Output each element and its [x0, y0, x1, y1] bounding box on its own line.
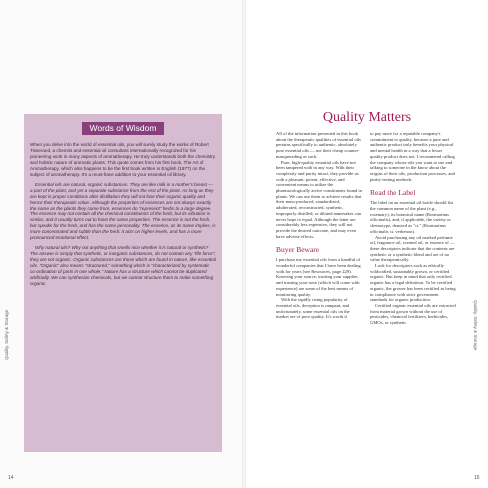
right-page-number: 15 [474, 475, 480, 481]
words-of-wisdom-sidebar [24, 114, 222, 452]
text-column-left [276, 131, 362, 320]
body-paragraph: Look for descriptors such as ethically wildcrafted, sustainably grown, or certified organic. But keep in mind that only certified organic has a legal definition. To be certified organic, the grower has been certified as being in compliance with strict government standards for organic production. [370, 263, 456, 303]
body-paragraph: The label on an essential oil bottle should list the common name of the plant (e.g., rosemary), its botanical name (Rosmarinus officinalis), and, if applicable, the variety or chemotype, denoted as "ct." (Rosmarinus officinalis ct. verbenon). [370, 200, 454, 234]
body-paragraph: With the rapidly rising popularity of essential oils, deception is rampant, and unfortunately, some essential oils on the market are of poor quality. It's worth it [276, 297, 350, 320]
sidebar-quote-paragraph: Why natural oils? Why not anything that smells nice whether it is natural or synthetic? The answer is simply that synthetic, or inorganic substances, do not contain any "life force"; they are not organic. Organic substances are those which are found in nature, like essential oils. "Organic" also means "structured," something which is "characterized by systematic co-ordination of parts in one whole." Nature has a structure which cannot be duplicated artificially. We can synthesize chemicals, but we cannot structure them to make something organic. [30, 245, 216, 286]
body-paragraph: Pure, high-quality essential oils have not been tampered with in any way. With their complexity and purity intact, they provide us with a pleasant, potent, effective, and convenient means to utilize the pharmacologically active constituents found in plants. We can use them to achieve results that their mass-produced, standardized, adulterated, reconstructed, synthetic, improperly distilled, or diluted namesakes can never hope to equal. Although the latter are considerably less expensive, they will not provide the desired outcome, and may even have adverse effects. [276, 159, 362, 239]
left-running-head: Quality, Safety & Storage [4, 309, 9, 360]
section-heading-read-the-label: Read the Label [370, 188, 416, 198]
chapter-section-title: Quality Matters [322, 110, 412, 125]
body-paragraph: Avoid purchasing any oil marked perfume oil, fragrance oil, scented oil, or essence of — these descriptors indicate that the contents are synthetic or a synthetic blend and are of no value therapeutically. [370, 234, 455, 263]
body-paragraph: All of the information presented in this book about the therapeutic qualities of essential oils pertains specifically to authentic, absolutely pure essential oils — not their cheap counter-masquerading as such. [276, 131, 361, 159]
body-paragraph: I purchase my essential oils from a handful of wonderful companies that I have been dealing with for years (see Resources, page 229). Knowing your source, trusting your supplier, and trusting your nose (which will come with experience) are some of the best means of monitoring quality. [276, 257, 361, 297]
right-page [246, 0, 488, 488]
sidebar-title: Words of Wisdom [82, 122, 164, 135]
body-paragraph: Certified organic essential oils are extracted from material grown without the use of pesticides, chemical fertilizers, herbicides, GMOs, or synthetic [370, 302, 456, 326]
section-heading-buyer-beware: Buyer Beware [276, 245, 320, 255]
sidebar-body [30, 142, 216, 291]
body-paragraph: to pay more for a reputable company's commitment to quality, because a pure and authentic product truly benefits your physical and mental health in a way that a lesser quality product does not. I recommend calling the company whose oils you want to use and talking to someone in the know about the origins of their oils, production processes, and purity-testing methods. [370, 131, 455, 182]
sidebar-intro-paragraph: When you delve into the world of essential oils, you will surely study the works of Robert Tisserand, a chemist and essential oil consultant internationally recognized for his pioneering work in many aspects of aromatherapy. He truly understands both the chemistry and holistic nature of aromatic plants. This quote comes from his first book, The Art of Aromatherapy, which also happens to be the first book written in English (1977) on the subject of aromatherapy. It's a must-have addition to your essential oil library. [30, 142, 216, 177]
left-page-number: 14 [8, 475, 14, 481]
text-column-right [370, 131, 456, 326]
sidebar-quote-paragraph: Essential oils are natural, organic substances. They are like milk in a mother's breast — a part of the plant, and yet a separate substance from the rest of the plant. As long as they are kept in proper conditions after distillation they will not lose their organic quality and hence their therapeutic value. Although the properties of essences are not always exactly the same as the plants they come from, essences do "represent" herbs to a large degree. The essence may not contain all the chemical constituents of the herb, but its vibration is similar, and it usually turns out to have the same properties. The essence is not the herb, but speaks for the herb, and has the same personality. The essence, as its name implies, is more concentrated and subtle than the herb: it acts on higher levels, and has a more pronounced emotional effect. [30, 181, 216, 241]
right-running-head: Quality, Safety & Storage [473, 300, 478, 351]
